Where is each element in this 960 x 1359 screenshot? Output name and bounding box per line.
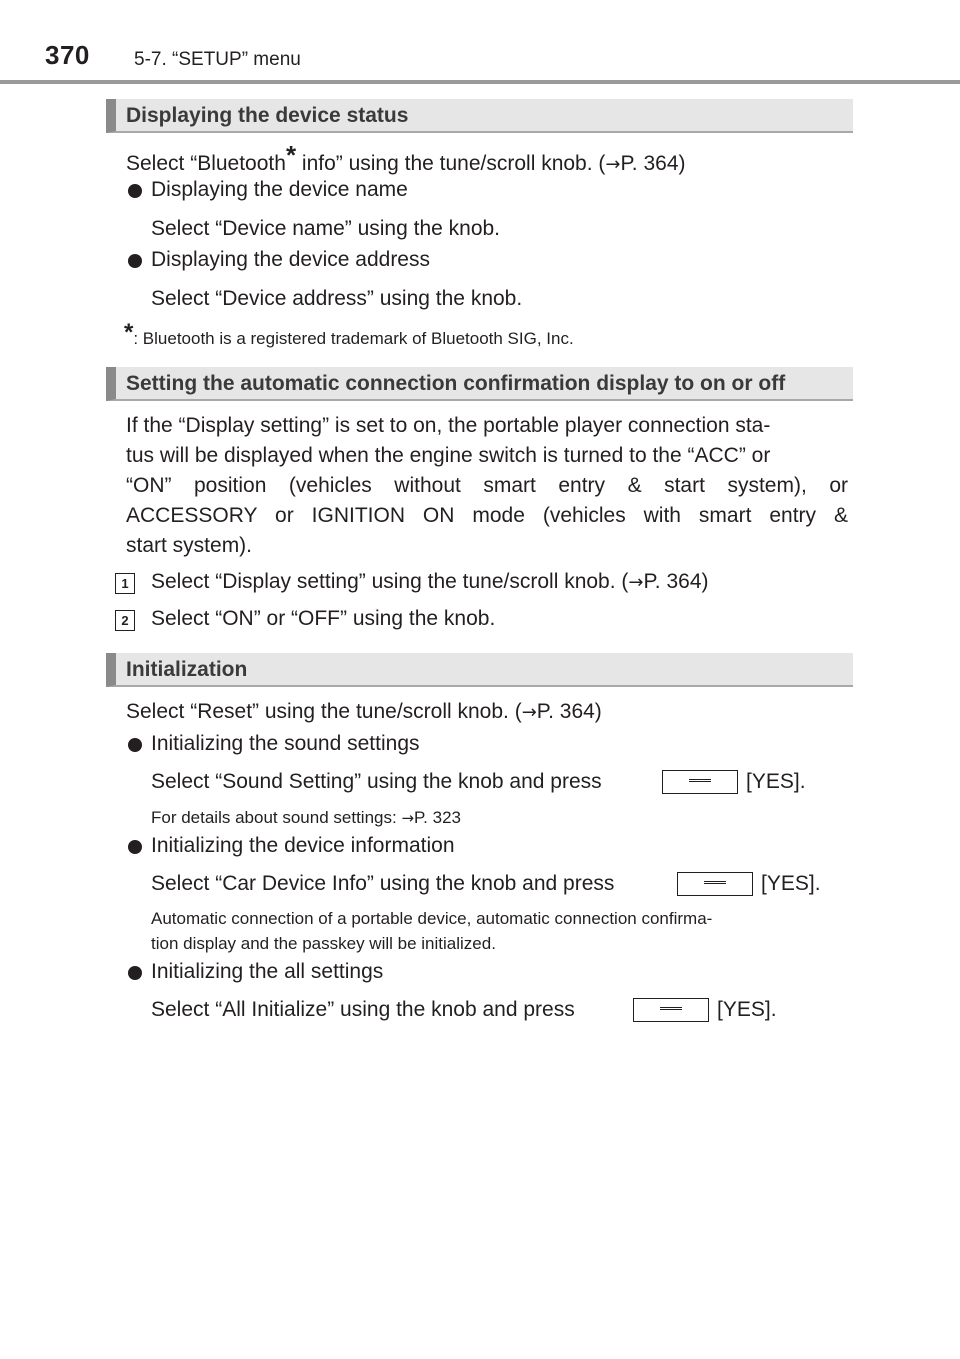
section-title: Initialization <box>126 658 248 681</box>
bullet-icon <box>128 254 142 268</box>
note-text: Automatic connection of a portable device, automatic connection confirma- <box>151 909 713 928</box>
bullet-heading: Initializing the sound settings <box>151 732 420 755</box>
page-number: 370 <box>45 40 90 70</box>
bullet-text: Select “Device name” using the knob. <box>151 217 501 240</box>
section-heading-device-status <box>106 99 853 133</box>
bullet-text: Select “Device address” using the knob. <box>151 287 523 310</box>
note-text: tion display and the passkey will be initialized. <box>151 934 496 953</box>
running-head: 5-7. “SETUP” menu <box>134 49 301 70</box>
footnote: *: Bluetooth is a registered trademark of Bluetooth SIG, Inc. <box>124 319 574 348</box>
step-number-1: 1 <box>115 573 135 594</box>
section-title: Setting the automatic connection confirmation display to on or off <box>126 372 786 395</box>
arrow-right-icon: → <box>401 809 415 827</box>
step-1-text: Select “Display setting” using the tune/scroll knob. (→P. 364) <box>151 570 709 593</box>
arrow-right-icon: → <box>628 572 644 593</box>
asterisk-mark: * <box>124 319 134 346</box>
bullet-heading: Displaying the device name <box>151 178 408 201</box>
bullet-heading: Initializing the all settings <box>151 960 384 983</box>
arrow-right-icon: → <box>521 702 537 723</box>
step-number-2: 2 <box>115 610 135 631</box>
header-rule <box>0 80 960 84</box>
enter-button-icon <box>677 872 753 896</box>
yes-label: [YES]. <box>717 998 777 1021</box>
bullet-icon <box>128 840 142 854</box>
yes-label: [YES]. <box>746 770 806 793</box>
auto-connection-paragraph: If the “Display setting” is set to on, the portable player connection sta- tus will be displayed when the engine switch is turned to the “ACC” or “ON” position (vehicles without smart entry & start system), or ACCESSORY or IGNITION ON mode (vehicles with smart entry & start system). <box>126 414 848 557</box>
bullet-icon <box>128 966 142 980</box>
bullet-heading: Displaying the device address <box>151 248 430 271</box>
enter-button-icon <box>633 998 709 1022</box>
bullet-icon <box>128 184 142 198</box>
section-heading-initialization <box>106 653 853 687</box>
enter-button-icon <box>662 770 738 794</box>
bullet-text: Select “All Initialize” using the knob and press <box>151 998 575 1021</box>
arrow-right-icon: → <box>605 154 621 175</box>
note-text: For details about sound settings: →P. 323 <box>151 808 461 827</box>
initialization-intro: Select “Reset” using the tune/scroll knob. (→P. 364) <box>126 700 602 723</box>
device-status-intro: Select “Bluetooth* info” using the tune/scroll knob. (→P. 364) <box>126 140 686 175</box>
bullet-heading: Initializing the device information <box>151 834 455 857</box>
bullet-icon <box>128 738 142 752</box>
step-2-text: Select “ON” or “OFF” using the knob. <box>151 607 496 630</box>
bullet-text: Select “Car Device Info” using the knob and press <box>151 872 615 895</box>
section-heading-auto-connection <box>106 367 853 401</box>
section-title: Displaying the device status <box>126 104 409 127</box>
bullet-text: Select “Sound Setting” using the knob and press <box>151 770 602 793</box>
yes-label: [YES]. <box>761 872 821 895</box>
asterisk-mark: * <box>285 140 297 170</box>
